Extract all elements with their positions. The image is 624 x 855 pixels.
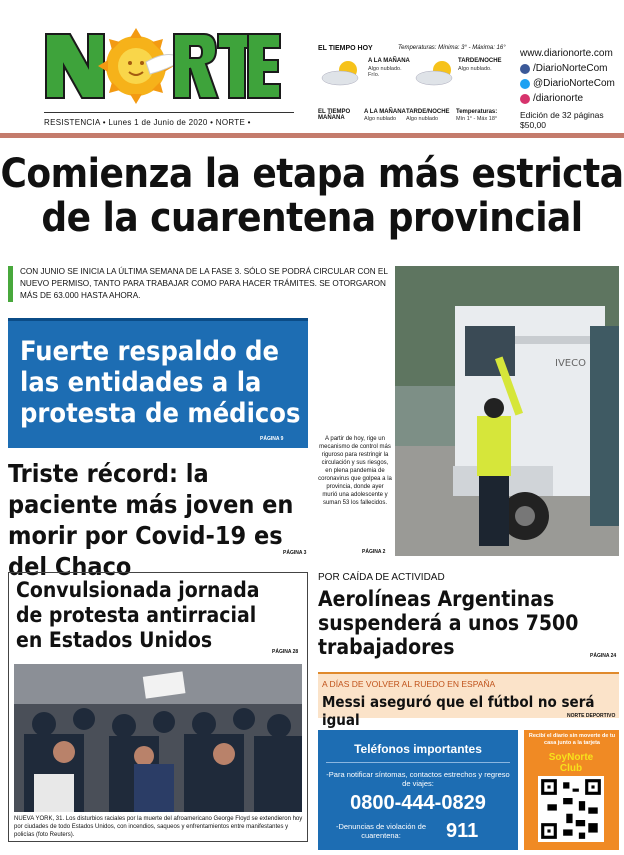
twitter-icon	[520, 79, 530, 89]
medicos-page: PÁGINA 9	[260, 436, 284, 442]
weather-morning-desc: Algo nublado. Frío.	[368, 66, 402, 78]
facebook-icon	[520, 64, 530, 74]
protest-page: PÁGINA 28	[272, 649, 299, 655]
twitter-handle: @DiarioNorteCom	[533, 78, 615, 89]
norte-logo[interactable]	[44, 26, 282, 106]
instagram-handle: /diarionorte	[533, 93, 584, 104]
weather-tomorrow-evening-desc: Algo nublado	[406, 116, 439, 122]
main-headline-line1: Comienza la etapa más estricta	[0, 151, 624, 197]
phones-divider	[326, 762, 510, 763]
facebook-handle: /DiarioNorteCom	[533, 63, 608, 74]
protest-headline[interactable]: Convulsionada jornada de protesta antirracial en Estados Unidos	[16, 578, 260, 652]
phones-number1[interactable]: 0800-444-0829	[350, 792, 486, 814]
protest-caption: NUEVA YORK, 31. Los disturbios raciales por la muerte del afroamericano George Floyd se extendieron hoy por ciudades de todo Estados Unidos, con incendios, saqueos y enfrentamientos entre manifestantes y policías (foto Reuters).	[14, 816, 303, 838]
weather-evening-desc: Algo nublado.	[458, 66, 492, 72]
phones-number2[interactable]: 911	[446, 820, 479, 842]
partly-cloudy-icon	[414, 58, 458, 86]
weather-tomorrow-morning-label: A LA MAÑANA	[364, 109, 406, 115]
facebook-link[interactable]	[520, 61, 624, 76]
medicos-headline[interactable]: Fuerte respaldo de las entidades a la protesta de médicos	[20, 336, 301, 429]
promo-text: Recibí el diario sin moverte de tu casa junto a la tarjeta	[528, 733, 616, 746]
phones-note1: -Para notificar síntomas, contactos estrechos y regreso de viajes:	[326, 770, 510, 788]
weather-temps: Temperaturas: Mínima: 3° - Máxima: 16°	[398, 45, 506, 51]
aerolineas-kicker: POR CAÍDA DE ACTIVIDAD	[318, 572, 445, 583]
phones-title: Teléfonos importantes	[354, 742, 482, 756]
weather-title: EL TIEMPO HOY	[318, 45, 373, 52]
messi-page: NORTE DEPORTIVO	[567, 713, 616, 719]
weather-widget	[318, 45, 508, 125]
protest-photo[interactable]	[14, 664, 302, 812]
main-kicker: CON JUNIO SE INICIA LA ÚLTIMA SEMANA DE LA FASE 3. SÓLO SE PODRÁ CIRCULAR CON EL NUEVO PERMISO, TANTO PARA TRABAJAR COMO PARA HACER TRÁMITES. SE OTORGARON MÁS DE 63.000 HASTA AHORA.	[20, 267, 388, 300]
weather-tomorrow-morning-desc: Algo nublado	[364, 116, 397, 122]
main-headline[interactable]	[0, 152, 624, 240]
qr-code-icon[interactable]	[538, 776, 604, 842]
dateline: RESISTENCIA • Lunes 1 de Junio de 2020 • NORTE •	[44, 118, 251, 127]
messi-kicker: A DÍAS DE VOLVER AL RUEDO EN ESPAÑA	[322, 679, 496, 689]
instagram-link[interactable]	[520, 91, 624, 106]
messi-headline[interactable]: Messi aseguró que el fútbol no será igual	[322, 693, 595, 729]
weather-morning-label: A LA MAÑANA	[368, 58, 410, 64]
masthead-rule	[44, 112, 294, 113]
truck-caption: A partir de hoy, rige un mecanismo de control más riguroso para restringir la circulación y sus riesgos, en plena pandemia de coronavirus que golpea a la provincia, donde ayer murió una adolescente y suman 53 los fallecidos.	[318, 436, 392, 506]
phones-note2: -Denuncias de violación de cuarentena:	[335, 822, 427, 840]
truck-checkpoint-photo[interactable]	[395, 266, 619, 556]
edition-info	[520, 110, 604, 130]
weather-tomorrow-title: EL TIEMPO MAÑANA	[318, 109, 351, 121]
website-link[interactable]: www.diarionorte.com	[520, 48, 613, 59]
triste-page: PÁGINA 3	[283, 550, 307, 556]
triste-headline[interactable]: Triste récord: la paciente más joven en morir por Covid-19 es del Chaco	[8, 459, 294, 581]
aerolineas-headline[interactable]: Aerolíneas Argentinas suspenderá a unos 7500 trabajadores	[318, 587, 579, 659]
edition-price: $50,00	[520, 120, 546, 130]
messi-accent	[318, 672, 619, 674]
weather-tomorrow-temps: Mín 1° - Máx 18°	[456, 116, 498, 122]
truck-page: PÁGINA 2	[362, 549, 386, 555]
weather-tomorrow-temps-label: Temperaturas:	[456, 109, 498, 115]
twitter-link[interactable]	[520, 76, 624, 91]
weather-tomorrow-evening-label: TARDE/NOCHE	[406, 109, 450, 115]
main-headline-line2: de la cuarentena provincial	[41, 195, 583, 241]
svg-text:IVECO: IVECO	[555, 358, 586, 369]
edition-pages: Edición de 32 páginas	[520, 110, 604, 120]
kicker-accent	[8, 266, 13, 302]
aerolineas-page: PÁGINA 24	[590, 653, 617, 659]
masthead-divider	[0, 133, 624, 138]
weather-evening-label: TARDE/NOCHE	[458, 58, 502, 64]
partly-cloudy-icon	[320, 58, 364, 86]
promo-logo: SoyNorte Club	[548, 752, 594, 774]
instagram-icon	[520, 94, 530, 104]
social-links	[520, 46, 624, 106]
